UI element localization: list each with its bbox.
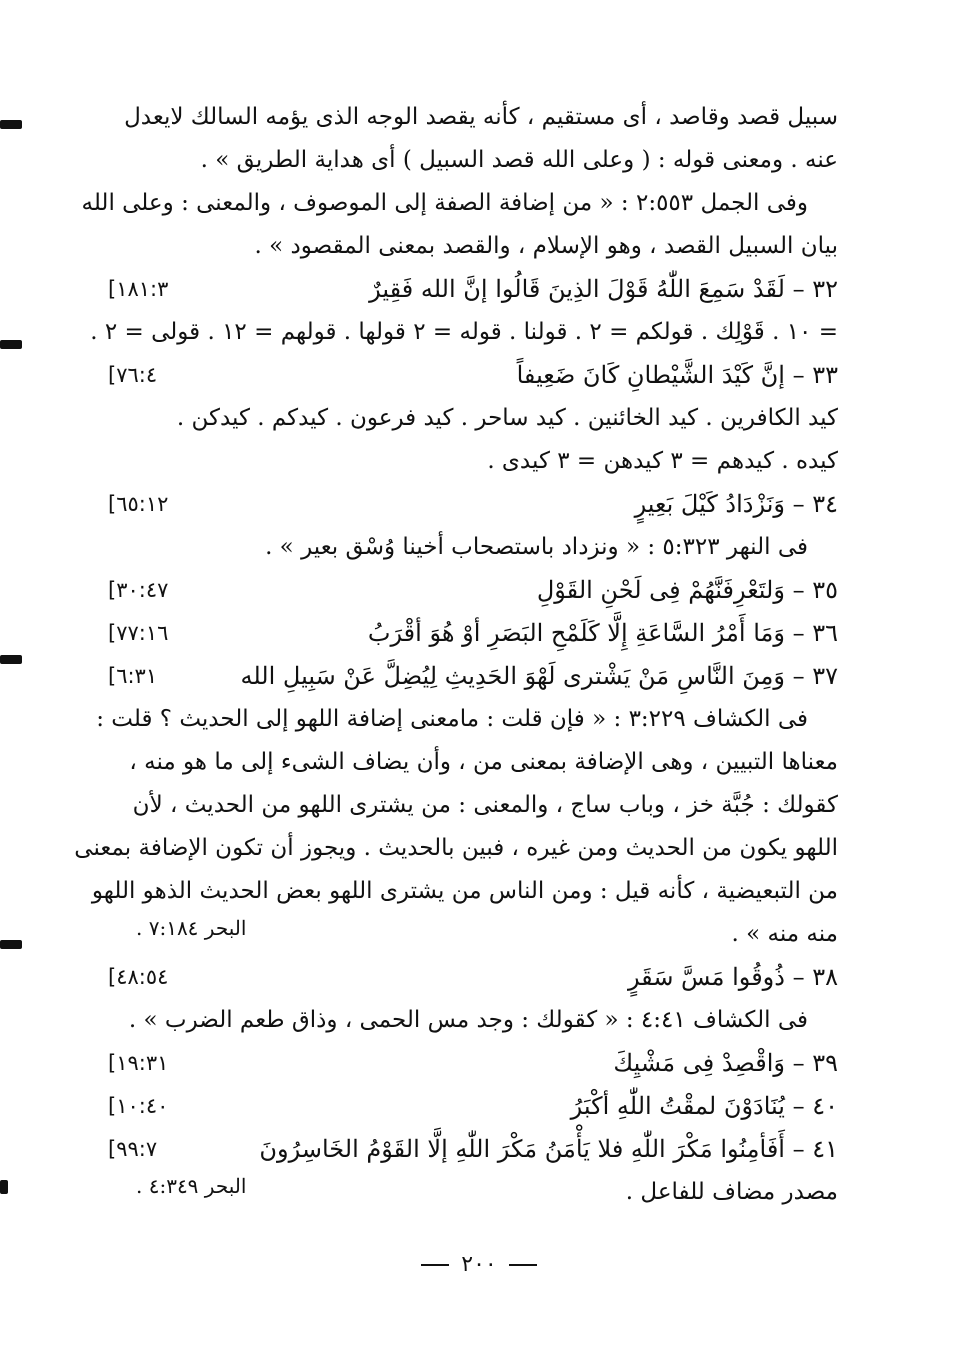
line-text: مصدر مضاف للفاعل . bbox=[625, 1179, 838, 1205]
line-text: سبيل قصد وقاصد ، أى مستقيم ، كأنه يقصد الوجه الذى يؤمه السالك لايعدل bbox=[124, 104, 838, 130]
verse-text: ٣٨ – ذُوقُوا مَسَّ سَقَرٍ bbox=[627, 963, 838, 991]
text-line bbox=[108, 440, 838, 483]
line-text: منه منه » . bbox=[731, 921, 838, 947]
text-line bbox=[108, 784, 838, 827]
text-line bbox=[81, 182, 838, 225]
text-line bbox=[108, 913, 838, 956]
verse-line bbox=[108, 483, 838, 526]
verse-text: ٤١ – أَفَأمِنُوا مَكْرَ اللّٰهِ فلا يَأْمَنُ مَكْرَ اللّٰهِ إلَّا القَوْمُ الخَاسِرُونَ bbox=[259, 1135, 838, 1163]
line-text: معناها التبيين ، وهى الإضافة بمعنى من ، وأن يضاف الشىء إلى ما هو منه ، bbox=[129, 749, 838, 775]
verse-reference: [١٩:٣١ bbox=[108, 1051, 169, 1075]
source-citation: البحر ٧:١٨٤ . bbox=[136, 916, 247, 940]
line-text: فى الكشاف ٤:٤١ : « كقولك : وجد مس الحمى ، وذاق طعم الضرب » . bbox=[128, 1007, 808, 1033]
line-text: وفى الجمل ٢:٥٥٣ : « من إضافة الصفة إلى الموصوف ، والمعنى : وعلى الله bbox=[81, 190, 808, 216]
text-line bbox=[90, 311, 838, 354]
page-body bbox=[74, 96, 838, 1214]
line-text: = ١٠ . قَوْلِك . قولكم = ٢ . قولنا . قوله = ٢ قولها . قولهم = ١٢ . قولى = ٢ . bbox=[90, 319, 838, 345]
line-text: كيده . كيدهم = ٣ كيدهن = ٣ كيدى . bbox=[487, 448, 838, 474]
verse-text: ٤٠ – يُنَادَوْنَ لمقْتُ اللّٰهِ أكْبَرُ bbox=[570, 1092, 838, 1120]
verse-reference: [٤٨:٥٤ bbox=[108, 965, 169, 989]
binding-mark bbox=[0, 940, 22, 949]
text-line bbox=[108, 225, 838, 268]
verse-line bbox=[108, 268, 838, 311]
line-text: كقولك : جُبَّة خز ، وباب ساج ، والمعنى : من يشترى اللهو من الحديث ، لأن bbox=[132, 792, 838, 818]
folio-dash-right bbox=[421, 1264, 449, 1266]
verse-reference: [٦٥:١٢ bbox=[108, 492, 169, 516]
text-line bbox=[108, 999, 838, 1042]
text-line bbox=[108, 1171, 838, 1214]
line-text: فى الكشاف ٣:٢٢٩ : « فإن قلت : مامعنى إضافة اللهو إلى الحديث ؟ قلت : bbox=[96, 706, 808, 732]
verse-reference: [٧٦:٤ bbox=[108, 363, 158, 387]
verse-text: ٣٩ – وَاقْصِدْ فِى مَشْيِكَ bbox=[613, 1049, 838, 1077]
page-number-value: ٢٠٠ bbox=[461, 1252, 497, 1277]
verse-text: ٣٧ – وَمِنَ النَّاسِ مَنْ يَشْترى لَهْوَ الحَدِيثِ لِيُضِلَّ عَنْ سَبِيلِ الله bbox=[240, 662, 838, 690]
verse-line bbox=[108, 1085, 838, 1128]
verse-text: ٣٦ – وَمَا أَمْرُ السَّاعَةِ إِلَّا كَلَمْحِ البَصَرِ أوْ هُوَ أقْرَبُ bbox=[367, 619, 838, 647]
verse-reference: [٩٩:٧ bbox=[108, 1137, 158, 1161]
verse-reference: [١٠:٤٠ bbox=[108, 1094, 169, 1118]
verse-text: ٣٥ – وَلتَعْرِفَنَّهُمْ فِى لَحْنِ القَوْلِ bbox=[536, 576, 838, 604]
line-text: كيد الكافرين . كيد الخائنين . كيد ساحر . كيد فرعون . كيدكم . كيدكن . bbox=[176, 405, 838, 431]
verse-line bbox=[108, 1042, 838, 1085]
binding-mark bbox=[0, 655, 22, 664]
text-line bbox=[108, 139, 838, 182]
text-line bbox=[108, 96, 838, 139]
source-citation: البحر ٤:٣٤٩ . bbox=[136, 1174, 247, 1198]
line-text: فى النهر ٥:٣٢٣ : « ونزداد باستصحاب أخينا وُسْق بعير » . bbox=[265, 534, 808, 560]
text-line bbox=[96, 698, 838, 741]
line-text: بيان السبيل القصد ، وهو الإسلام ، والقصد بمعنى المقصود » . bbox=[254, 233, 838, 259]
folio-dash-left bbox=[509, 1264, 537, 1266]
verse-line bbox=[108, 612, 838, 655]
line-text: اللهو يكون من الحديث ومن غيره ، فبين بالحديث . ويجوز أن تكون الإضافة بمعنى bbox=[74, 835, 838, 861]
page-number bbox=[0, 1252, 958, 1277]
line-text: من التبعيضية ، كأنه قيل : ومن الناس من يشترى اللهو بعض الحديث الذهو اللهو bbox=[91, 878, 838, 904]
verse-reference: [٦:٣١ bbox=[108, 664, 158, 688]
verse-reference: [٣٠:٤٧ bbox=[108, 578, 169, 602]
binding-mark bbox=[0, 1180, 8, 1194]
text-line bbox=[108, 397, 838, 440]
verse-reference: [٧٧:١٦ bbox=[108, 621, 169, 645]
line-text: عنه . ومعنى قوله : ( وعلى الله قصد السبيل ) أى هداية الطريق » . bbox=[200, 147, 838, 173]
verse-line bbox=[108, 354, 838, 397]
binding-mark bbox=[0, 340, 22, 349]
text-line bbox=[108, 741, 838, 784]
verse-line bbox=[108, 956, 838, 999]
binding-mark bbox=[0, 120, 22, 129]
verse-text: ٣٣ – إنَّ كَيْدَ الشَّيْطانِ كَانَ ضَعِيفاً bbox=[516, 361, 838, 389]
verse-line bbox=[108, 569, 838, 612]
verse-text: ٣٢ – لَقَدْ سَمِعَ اللّٰهُ قَوْلَ الذِينَ قَالُوا إنَّ الله فَقِيرٌ bbox=[369, 275, 838, 303]
text-line bbox=[74, 827, 838, 870]
verse-line bbox=[108, 655, 838, 698]
text-line bbox=[108, 526, 838, 569]
verse-reference: [١٨١:٣ bbox=[108, 277, 169, 301]
verse-text: ٣٤ – وَنَزْدَادُ كَيْلَ بَعِيرٍ bbox=[634, 490, 838, 518]
